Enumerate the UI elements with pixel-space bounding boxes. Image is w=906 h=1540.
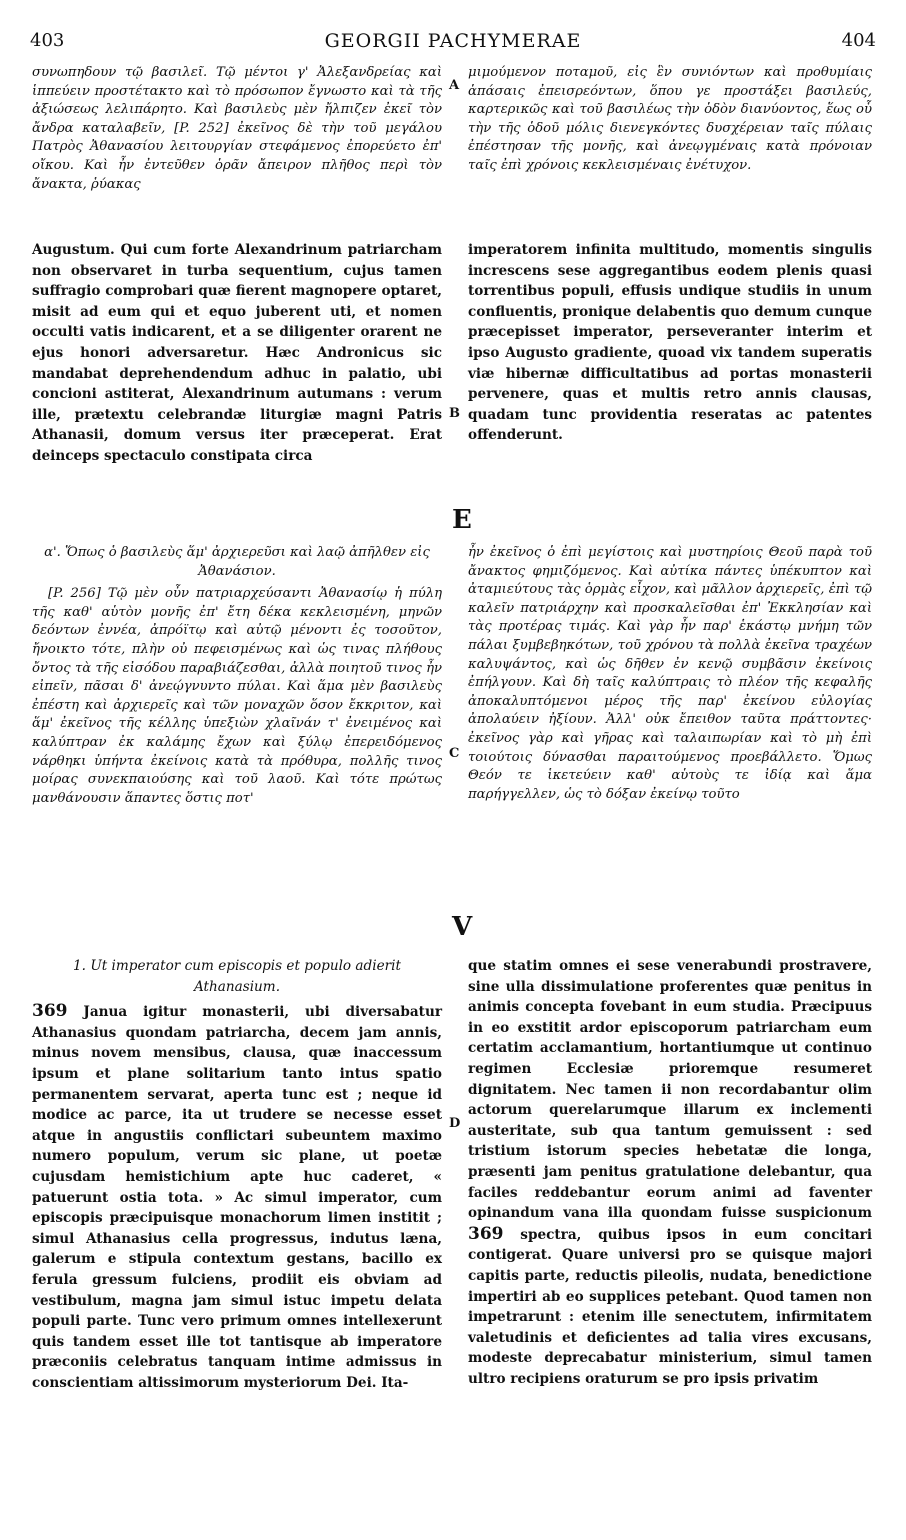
chapter-title-greek: α'. Ὅπως ὁ βασιλεὺς ἅμ' ἀρχιερεῦσι καὶ λαῷ ἀπῆλθεν εἰς Ἀθανάσιον. — [44, 545, 430, 579]
greek-text-block-1-left — [32, 64, 442, 194]
paragraph: [P. 256] Τῷ μὲν οὖν πατριαρχεύσαντι Ἀθανασίῳ ἡ πύλη τῆς καθ' αὑτὸν μονῆς ἐπ' ἔτη δέκα κεκλεισμένη, μηνῶν δεόντων ἐννέα, ἀπρόϊτῳ καὶ αὐτῷ μένοντι ἐς τοσοῦτον, ἤνοικτο τότε, πλὴν οὐ πεφεισμένως καὶ ὡς τινας πλήθους ὄντος τὰ τῆς εἰσόδου παραβιάζεσθαι, ἀλλὰ ποιητοῦ τινος ἦν εἰπεῖν, πᾶσαι δ' ἀνεῴγνυντο πύλαι. Καὶ ἅμα μὲν βασιλεὺς ἐπέστη καὶ ἀρχιερεῖς καὶ τῶν μοναχῶν ὅσον ἔκκριτον, καὶ ἅμ' ἐκεῖνος τῆς κέλλης ὑπεξιὼν χλαῖνάν τ' ἐνειμένος καὶ καλύπτραν ἐκ καλάμης ἔχων καὶ ξύλῳ ἐπερειδόμενος νάρθηκι ὑπήντα ἐκείνοις κατὰ τὰ πρόθυρα, πολλῆς τινος μοίρας συνεκπαιούσης καὶ τοῦ λαοῦ. Καὶ τότε πρώτως μανθάνουσιν ἅπαντες ὅστις ποτ' — [32, 586, 442, 806]
latin-text-block-2-right — [468, 240, 872, 446]
paragraph: συνωπηδουν τῷ βασιλεῖ. Τῷ μέντοι γ' Ἀλεξανδρείας καὶ ἱππεύειν προστέτακτο καὶ τὸ πρόσωπον ἔγνωστο καὶ τὰ τῆς ἀξιώσεως λελιπάρητο. Καὶ βασιλεὺς μὲν ἤλπιζεν ἐκεῖ τὸν ἄνδρα καταλαβεῖν, [P. 252] ἐκεῖνος δὲ τὴν τοῦ μεγάλου Πατρὸς Ἀθανασίου λειτουργίαν στεφάμενος ἐπορεύετο ἐπ' οἴκου. Καὶ ἦν ἐντεῦθεν ὁρᾶν ἄπειρον πλῆθος περὶ τὸν ἄνακτα, ῥύακας — [32, 65, 442, 192]
chapter-title-latin: 1. Ut imperator cum episcopis et populo adierit Athanasium. — [73, 958, 401, 995]
paragraph: que statim omnes ei sese venerabundi prostravere, sine ulla dissimulatione proferentes quæ penitus in animis concepta fovebant in eum studia. Præcipuus in eo exstitit ardor episcoporum patriarcham eum certatim acclamantium, hortantiumque ut continuo regimen Ecclesiæ prioremque resumeret dignitatem. Nec tamen ii non recordabantur olim actorum querelarumque illarum ex inclementi austeritate, sub qua tantum gemuissent : sed tristium istorum species hebetatæ die longa, præsenti jam penitus gratulatione delebantur, qua faciles reddebantur eorum animi ad faventer opinandum vana illa quondam fuisse suspicionum — [468, 958, 872, 1222]
greek-text-block-3-right — [468, 544, 872, 804]
latin-text-block-4-right — [468, 956, 872, 1389]
margin-marker-d: D — [449, 1116, 461, 1131]
section-letter-v: V — [452, 912, 473, 942]
paragraph: spectra, quibus ipsos in eum concitari contigerat. Quare universi pro se quisque majori capitis parte, reductis pileolis, nudata, benedictione impertiri ab eo supplices petebant. Quod tamen non impetrarunt : etenim ille senectutem, infirmitatem valetudinis et deficientes ad talia vires excusans, modeste deprecabatur ministerium, simul tamen ultro recipiens oraturum se pro ipsis privatim — [468, 1226, 872, 1387]
paragraph: imperatorem infinita multitudo, momentis singulis increscens sese aggregantibus eodem plenis quasi torrentibus populi, effusis undique studiis in unum confluentis, pronique delabentis quo demum cunque præcepisset imperator, perseveranter interim et ipso Augusto gradiente, quoad vix tandem superatis viæ hibernæ difficultatibus ad portas monasterii pervenere, quas et multis retro annis clausas, quadam tunc providentia reseratas ac patentes offenderunt. — [468, 242, 872, 444]
column-number: 369 — [468, 1223, 504, 1244]
greek-text-block-3-left — [32, 544, 442, 808]
paragraph: μιμούμενον ποταμοῦ, εἰς ἓν συνιόντων καὶ προθυμίαις ἁπάσαις ἐπεισρεόντων, ὅπου γε προστάξει βασιλεύς, καρτερικῶς καὶ τοῦ βασιλέως τὴν ὁδὸν διανύοντος, ἕως οὗ τὴν τῆς ὁδοῦ μόλις διενεγκόντες δυσχέρειαν ταῖς πύλαις ἐπέστησαν τῆς μονῆς, καὶ ἀνεῳγμέναις κατὰ πρόνοιαν ταῖς ἐπὶ χρόνοις κεκλεισμέναις ἐνέτυχον. — [468, 65, 872, 173]
running-header — [30, 30, 876, 54]
column-number: 369 — [32, 1001, 68, 1022]
paragraph: Augustum. Qui cum forte Alexandrinum patriarcham non observaret in turba sequentium, cujus tamen suffragio comprobari quæ fierent magnopere optaret, misit ad eum qui et equo juberent uti, et nomen occulti vatis indicarent, et a se diligenter orarent ne ejus honori adversaretur. Hæc Andronicus sic mandabat deprehendendum adhuc in palatio, ubi concioni astiterat, Alexandrinum autumans : verum ille, prætextu celebrandæ liturgiæ magni Patris Athanasii, domum versus iter præceperat. Erat deinceps spectaculo constipata circa — [32, 242, 442, 464]
margin-marker-c: C — [449, 746, 460, 761]
latin-text-block-4-left — [32, 956, 442, 1393]
paragraph: Janua igitur monasterii, ubi diversabatur Athanasius quondam patriarcha, decem jam annis, minus novem mensibus, clausa, quæ inaccessum ipsum et plane solitarium tanto intus spatio permanentem servarat, aperta tunc est ; neque id modice ac parce, ita ut trudere se necesse esset atque in angustiis conflictari subeuntem maximo numero populum, verum sic plane, ut poetæ cujusdam hemistichium apte huc caderet, « patuerunt ostia tota. » Ac simul imperator, cum episcopis præcipuisque monachorum limen institit ; simul Athanasius cella progressus, indutus læna, galerum e stipula contextum gestans, bacillo ex ferula gressum fulciens, prodiit eis obviam ad vestibulum, magna jam simul istuc impetu delata populi parte. Tunc vero primum omnes intellexerunt quis tandem esset ille tot tantisque ab imperatore præconiis celebratus tanquam intime admissus in conscientiam altissimorum mysteriorum Dei. Ita- — [32, 1004, 442, 1391]
greek-text-block-1-right — [468, 64, 872, 176]
paragraph: ἦν ἐκεῖνος ὁ ἐπὶ μεγίστοις καὶ μυστηρίοις Θεοῦ παρὰ τοῦ ἄνακτος φημιζόμενος. Καὶ αὐτίκα πάντες ὑπέκυπτον καὶ ἀταμιεύτους τὰς ὁρμὰς εἶχον, καὶ μᾶλλον ἀρχιερεῖς, ἐπὶ τῷ καλεῖν πατριάρχην καὶ προσκαλεῖσθαι ἐπ' Ἐκκλησίαν καὶ τὰς προτέρας τιμάς. Καὶ γὰρ ἦν παρ' ἑκάστῳ μνήμη τῶν πάλαι ξυμβεβηκότων, τοῦ χρόνου τὰ πολλὰ ἐκεῖνα τραχέων καλυψάντος, καὶ ὡς δῆθεν ἐν κενῷ συμβᾶσιν ἐκείνοις ἐπήλγουν. Καὶ δὴ ταῖς καλύπτραις τὸ πλέον τῆς κεφαλῆς ἀποκαλυπτόμενοι μέρος τῆς παρ' ἐκείνου εὐλογίας ἀπολαύειν ἠξίουν. Ἀλλ' οὐκ ἔπειθον ταῦτα πράττοντες· ἐκεῖνος γὰρ καὶ γῆρας καὶ ταλαιπωρίαν καὶ τὸ μὴ ἐπὶ τοιούτοις δύνασθαι παραιτούμενος προεβάλλετο. Ὅμως Θεόν τε ἱκετεύειν καθ' αὑτοὺς τε ἰδίᾳ καὶ ἅμα παρήγγελλεν, ὡς τὸ δόξαν ἐκείνῳ τοῦτο — [468, 545, 872, 802]
page-number-left: 403 — [30, 30, 65, 51]
latin-text-block-2-left — [32, 240, 442, 467]
page-number-right: 404 — [841, 30, 876, 51]
margin-marker-a: A — [449, 78, 460, 93]
margin-marker-b: B — [449, 406, 460, 421]
section-letter-e: E — [452, 505, 472, 535]
running-title: GEORGII PACHYMERAE — [324, 30, 582, 52]
